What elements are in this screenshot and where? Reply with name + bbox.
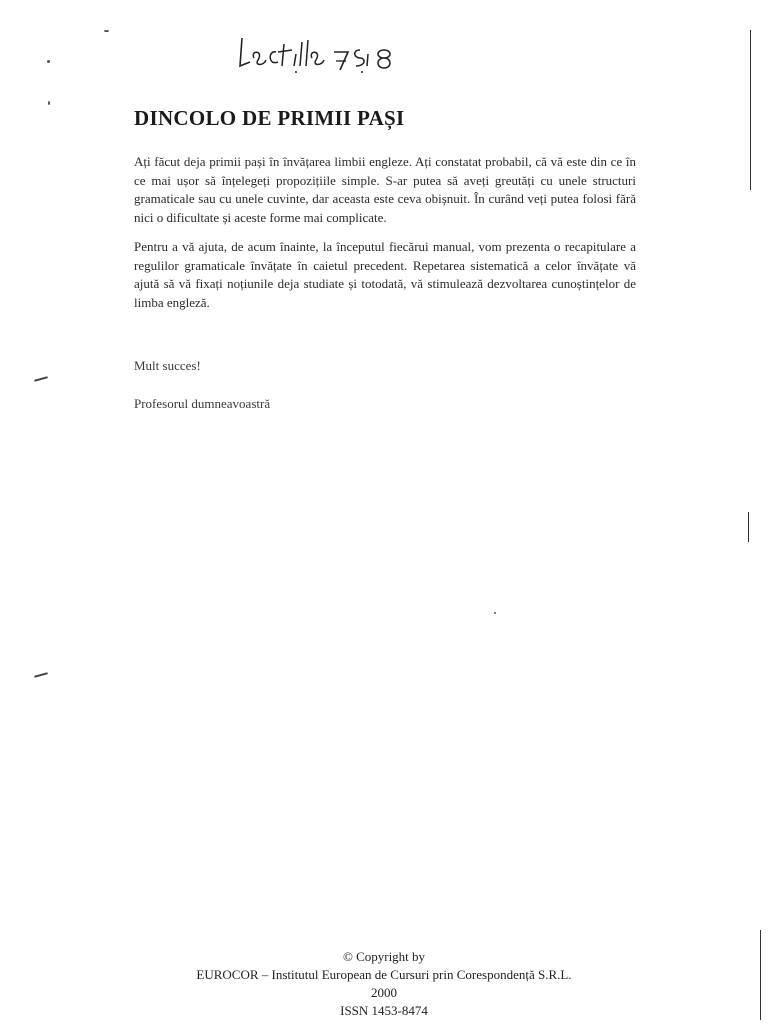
scan-speck <box>494 612 496 614</box>
footer-year: 2000 <box>371 985 397 1000</box>
scan-speck <box>104 30 109 32</box>
page-edge-line <box>750 30 751 190</box>
footer-issn: ISSN 1453-8474 <box>340 1003 428 1018</box>
scan-speck <box>47 60 50 63</box>
signature: Profesorul dumneavoastră <box>134 396 271 411</box>
intro-paragraph: Ați făcut deja primii pași în învățarea limbii engleze. Ați constatat probabil, că vă este din ce în ce mai ușor să înțelegeți propozițiile simple. S-ar putea să aveți greutăți cu unele structuri gramaticale sau cu unele cuvinte, dar aceasta este ceva obișnuit. În curând veți putea folosi fără nici o dificultate și aceste forme mai complicate. <box>134 154 636 225</box>
scan-edge-mark <box>34 376 48 382</box>
scan-speck <box>48 101 50 105</box>
page-title: DINCOLO DE PRIMII PAȘI <box>134 106 405 130</box>
footer-publisher: EUROCOR – Institutul European de Cursuri prin Corespondență S.R.L. <box>196 967 572 982</box>
scan-edge-mark <box>34 672 48 678</box>
purpose-paragraph: Pentru a vă ajuta, de acum înainte, la începutul fiecărui manual, vom prezenta o recapitulare a regulilor gramaticale învățate în caietul precedent. Repetarea sistematică a celor învățate vă ajută să vă fixați noțiunile deja studiate și totodată, vă stimulează dezvoltarea cunoștințelor de limba engleză. <box>134 239 636 310</box>
handwritten-note <box>236 28 396 78</box>
footer-copyright: © Copyright by <box>342 949 426 964</box>
closing-wish: Mult succes! <box>134 358 201 373</box>
page-edge-line <box>748 512 749 542</box>
handwriting-drawing <box>236 28 396 78</box>
